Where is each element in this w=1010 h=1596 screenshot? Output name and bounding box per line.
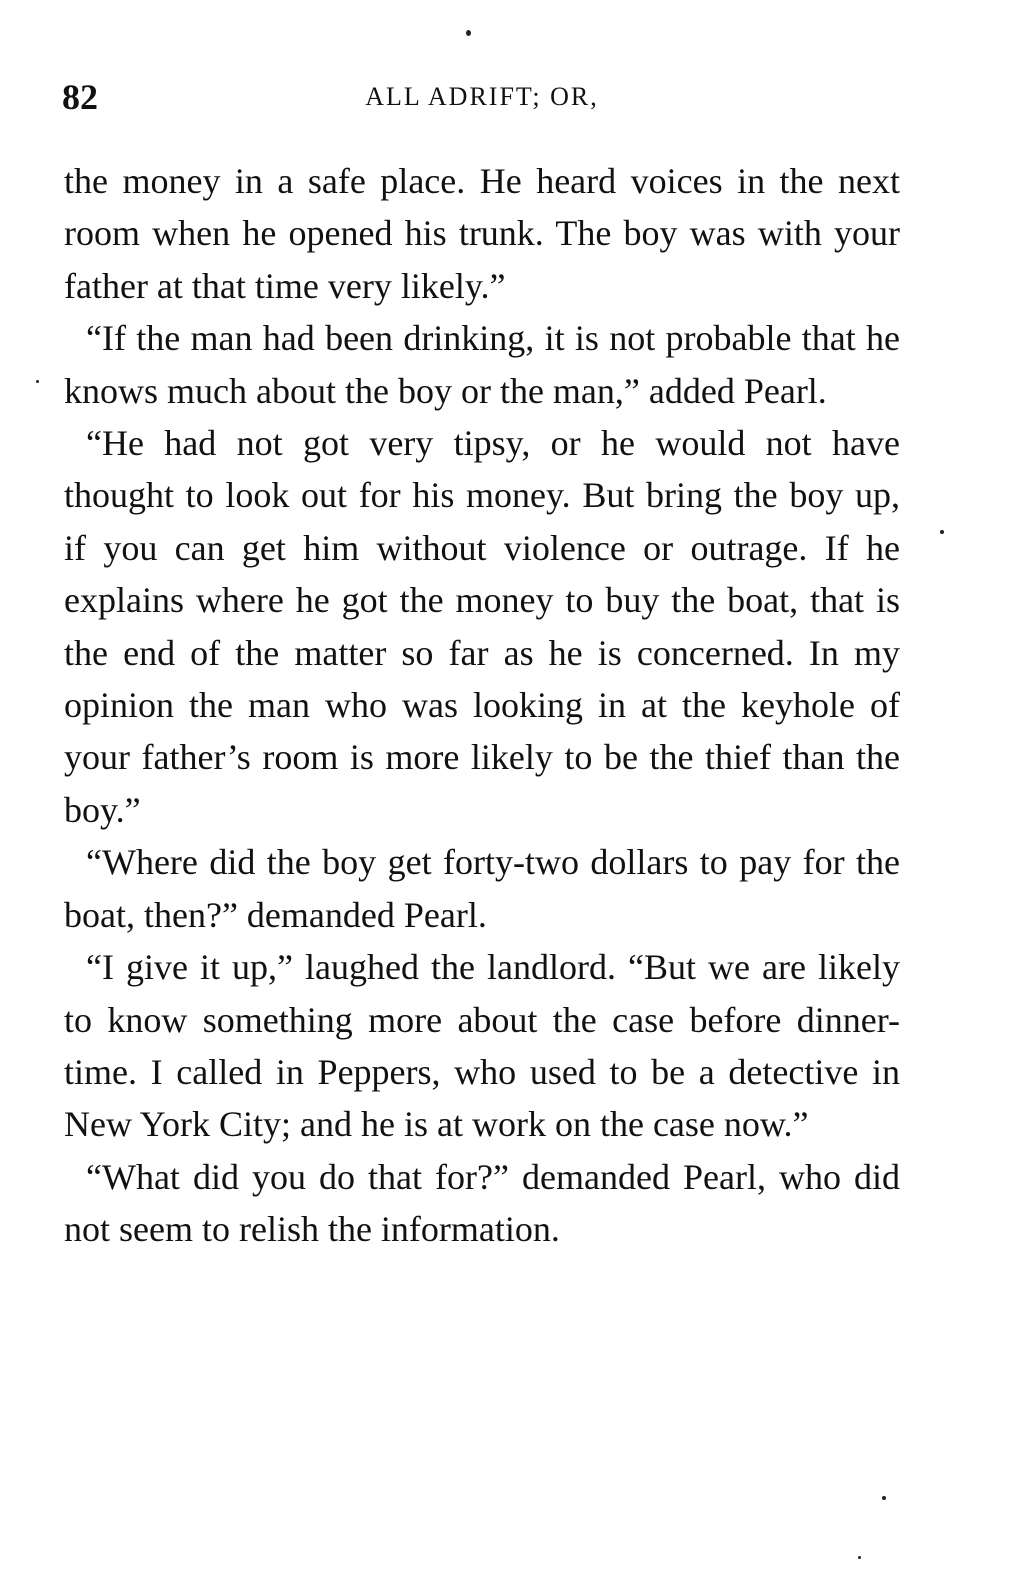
running-head [62, 72, 902, 122]
print-speck [858, 1556, 861, 1559]
paragraph: “I give it up,” laughed the landlord. “But we are likely to know something more about the case before dinner-time. I called in Peppers, who used to be a detective in New York City; and he is at work on the case now.” [64, 947, 900, 1145]
paragraph-continued: the money in a safe place. He heard voices in the next room when he opened his trunk. The boy was with your father at that time very likely.” [64, 161, 900, 306]
print-speck [940, 530, 944, 534]
print-speck [466, 30, 471, 36]
paragraph: “If the man had been drinking, it is not probable that he knows much about the boy or the man,” added Pearl. [64, 318, 900, 411]
page-number: 82 [62, 77, 98, 117]
paragraph: “He had not got very tipsy, or he would not have thought to look out for his money. But bring the boy up, if you can get him without violence or outrage. If he explains where he got the money to buy the boat, that is the end of the matter so far as he is concerned. In my opinion the man who was looking in at the keyhole of your father’s room is more likely to be the thief than the boy.” [64, 423, 900, 830]
print-speck [882, 1496, 886, 1500]
paragraph: “Where did the boy get forty-two dollars to pay for the boat, then?” demanded Pearl. [64, 842, 900, 935]
paragraph: “What did you do that for?” demanded Pearl, who did not seem to relish the information. [64, 1156, 900, 1250]
running-title: ALL ADRIFT; OR, [365, 82, 599, 111]
body-text [64, 155, 900, 1256]
print-speck [36, 380, 39, 383]
